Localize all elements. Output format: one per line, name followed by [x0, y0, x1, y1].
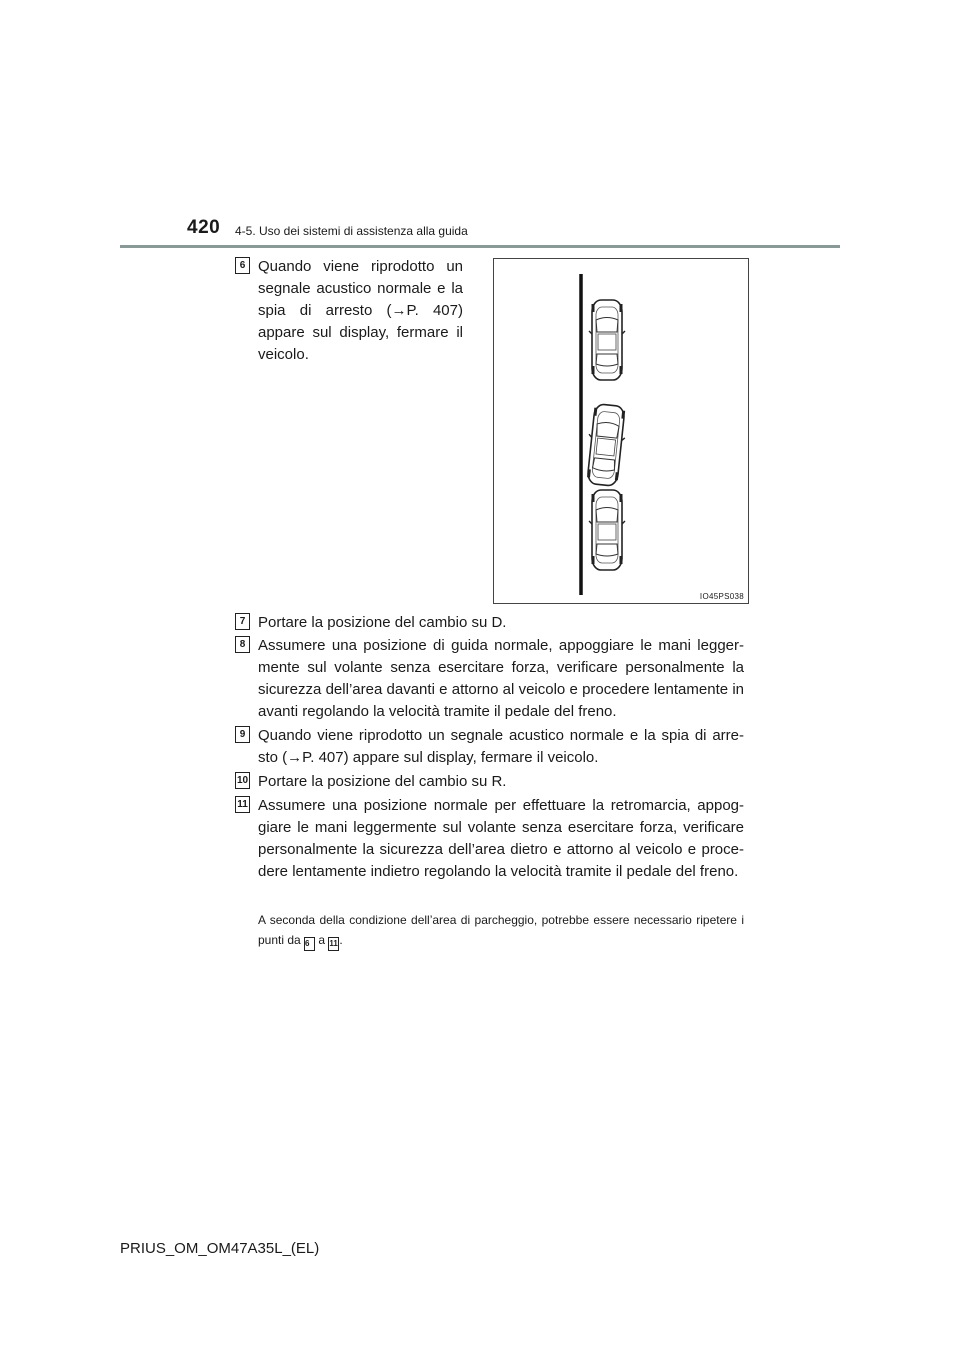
parked-car-front: [589, 300, 625, 380]
step-11-text: Assumere una posizione normale per effettuare la retromarcia, appog-giare le mani leggermente sul volante senza esercitare forza, verificare personalmente la sicurezza dell’area dietro e attorno al veicolo e proce-dere lentamente indietro regolando la velocità tramite il pedale del freno.: [258, 797, 744, 880]
step-9-text: Quando viene riprodotto un segnale acustico normale e la spia di arre-sto (→P. 407) appare sul display, fermare il veicolo.: [258, 727, 744, 766]
step-8-badge: 8: [235, 636, 250, 653]
step-6-badge: 6: [235, 257, 250, 274]
step-6-text: Quando viene riprodotto un segnale acustico normale e la spia di arresto (→P. 407) appare sul display, fermare il veicolo.: [258, 258, 463, 363]
step-11-badge: 11: [235, 796, 250, 813]
parked-car-rear: [589, 490, 625, 570]
note-paragraph: [258, 910, 744, 951]
figure-code: IO45PS038: [699, 592, 744, 601]
page-number: 420: [187, 217, 221, 238]
note-step-to-badge: 11: [328, 937, 339, 951]
document-code: PRIUS_OM_OM47A35L_(EL): [120, 1240, 320, 1257]
header-rule: [120, 245, 840, 248]
parking-diagram: [494, 259, 748, 603]
note-end: .: [339, 933, 343, 947]
note-connector: a: [318, 933, 326, 947]
step-10-badge: 10: [235, 772, 250, 789]
step-7-text: Portare la posizione del cambio su D.: [258, 614, 507, 631]
step-9-badge: 9: [235, 726, 250, 743]
note-text: A seconda della condizione dell’area di parcheggio, potrebbe essere necessario ripetere i punti da: [258, 913, 744, 947]
section-title: 4-5. Uso dei sistemi di assistenza alla guida: [235, 224, 468, 238]
step-7-badge: 7: [235, 613, 250, 630]
step-10-text: Portare la posizione del cambio su R.: [258, 773, 507, 790]
step-8-text: Assumere una posizione di guida normale, appoggiare le mani legger-mente sul volante senza esercitare forza, verificare personalmente la sicurezza dell’area davanti e attorno al veicolo e procedere lentamente in avanti regolando la velocità tramite il pedale del freno.: [258, 637, 744, 720]
parking-illustration: [493, 258, 749, 604]
note-step-from-badge: 6: [304, 937, 315, 951]
own-vehicle: [584, 403, 628, 486]
